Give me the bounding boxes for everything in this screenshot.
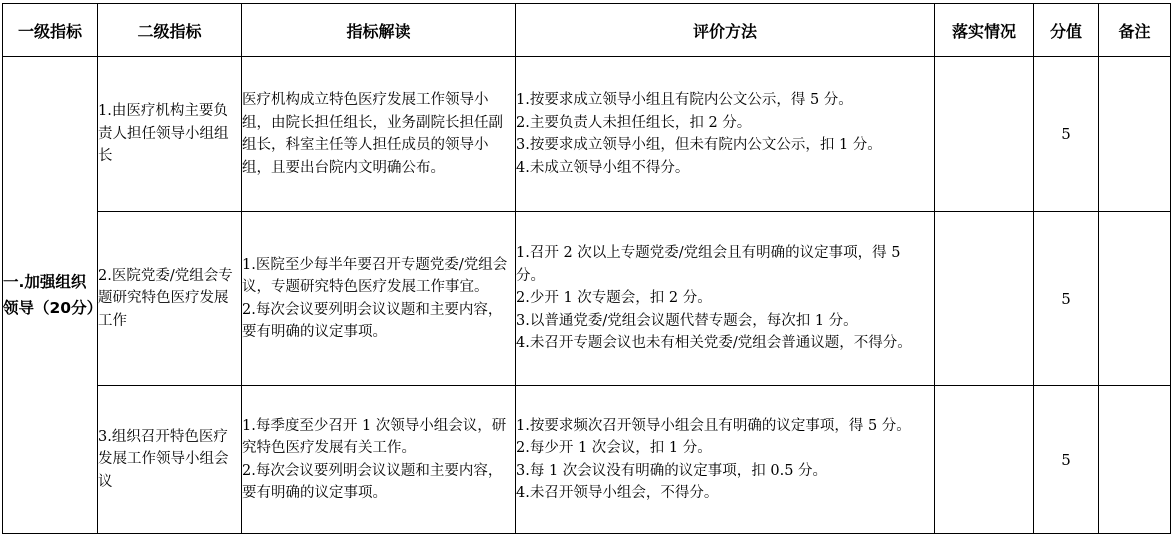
header-level1: 一级指标	[3, 4, 98, 57]
method-cell	[516, 386, 935, 534]
header-score: 分值	[1034, 4, 1099, 57]
method-line: 4.未召开领导小组会，不得分。	[516, 485, 719, 501]
indicator-cell: 1.由医疗机构主要负责人担任领导小组组长	[98, 57, 242, 212]
implementation-cell	[935, 212, 1034, 386]
method-line: 1.按要求频次召开领导小组会且有明确的议定事项，得 5 分。	[516, 417, 911, 434]
score-cell: 5	[1034, 57, 1099, 212]
header-remarks: 备注	[1099, 4, 1171, 57]
table-row	[3, 212, 1171, 386]
evaluation-table	[2, 3, 1171, 534]
header-interpretation: 指标解读	[242, 4, 516, 57]
interpretation-line: 1.医院至少每半年要召开专题党委/党组会议，专题研究特色医疗发展工作事宜。	[242, 256, 508, 295]
indicator-cell: 3.组织召开特色医疗发展工作领导小组会议	[98, 386, 242, 534]
method-line: 3.按要求成立领导小组，但未有院内公文公示，扣 1 分。	[516, 137, 882, 153]
remarks-cell	[1099, 212, 1171, 386]
method-line: 2.主要负责人未担任组长，扣 2 分。	[516, 114, 752, 131]
interpretation-line: 2.每次会议要列明会议议题和主要内容，要有明确的议定事项。	[242, 462, 503, 501]
method-line: 3.以普通党委/党组会议题代替专题会，每次扣 1 分。	[516, 312, 858, 329]
method-cell	[516, 212, 935, 386]
interpretation-line: 2.每次会议要列明会议议题和主要内容，要有明确的议定事项。	[242, 301, 503, 340]
score-cell: 5	[1034, 386, 1099, 534]
interpretation-cell	[242, 212, 516, 386]
method-line: 4.未召开专题会议也未有相关党委/党组会普通议题，不得分。	[516, 335, 912, 352]
method-cell	[516, 57, 935, 212]
table-row	[3, 57, 1171, 212]
category-cell: 一.加强组织领导（20分）	[3, 57, 98, 534]
header-method: 评价方法	[516, 4, 935, 57]
interpretation-cell: 医疗机构成立特色医疗发展工作领导小组，由院长担任组长，业务副院长担任副组长，科室主任等人担任成员的领导小组，且要出台院内文明确公布。	[242, 57, 516, 212]
score-cell: 5	[1034, 212, 1099, 386]
interpretation-cell	[242, 386, 516, 534]
remarks-cell	[1099, 57, 1171, 212]
method-line: 4.未成立领导小组不得分。	[516, 159, 690, 176]
implementation-cell	[935, 57, 1034, 212]
interpretation-line: 1.每季度至少召开 1 次领导小组会议，研究特色医疗发展有关工作。	[242, 417, 507, 456]
method-line: 1.按要求成立领导小组且有院内公文公示，得 5 分。	[516, 92, 853, 108]
indicator-cell: 2.医院党委/党组会专题研究特色医疗发展工作	[98, 212, 242, 386]
table-row	[3, 386, 1171, 534]
header-implementation: 落实情况	[935, 4, 1034, 57]
implementation-cell	[935, 386, 1034, 534]
header-level2: 二级指标	[98, 4, 242, 57]
header-row	[3, 4, 1171, 57]
method-line: 2.少开 1 次专题会，扣 2 分。	[516, 290, 712, 307]
method-line: 3.每 1 次会议没有明确的议定事项，扣 0.5 分。	[516, 462, 828, 479]
method-line: 1.召开 2 次以上专题党委/党组会且有明确的议定事项，得 5 分。	[516, 245, 901, 284]
remarks-cell	[1099, 386, 1171, 534]
method-line: 2.每少开 1 次会议，扣 1 分。	[516, 440, 712, 456]
